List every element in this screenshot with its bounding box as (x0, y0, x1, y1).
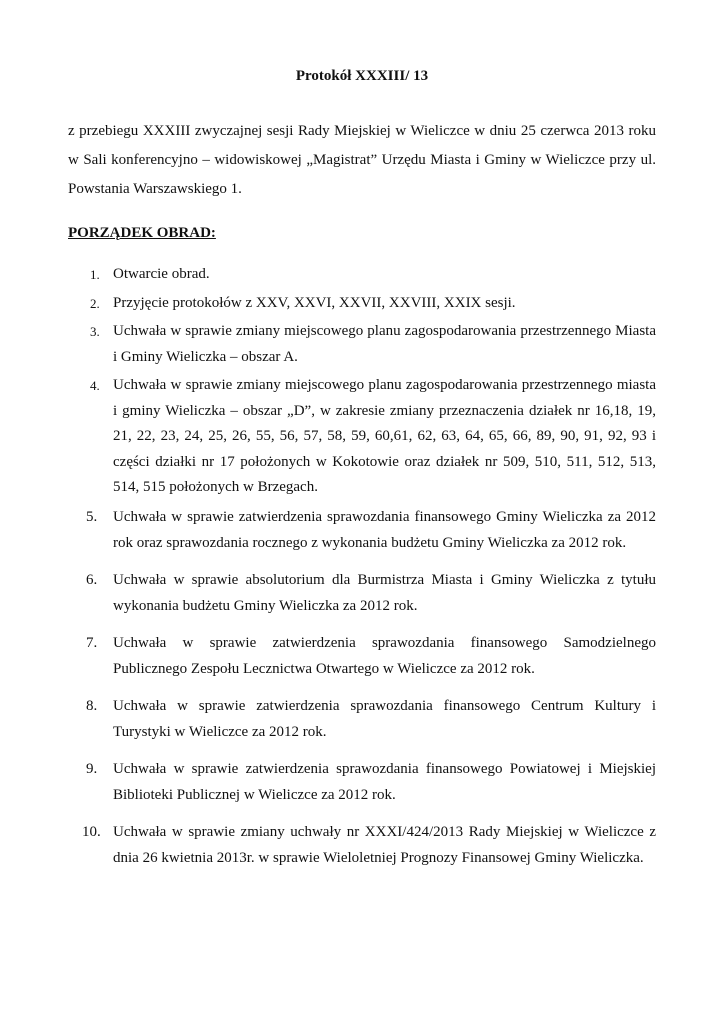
agenda-item-4 (68, 373, 656, 501)
agenda-item-9 (68, 756, 656, 809)
agenda-text: Uchwała w sprawie zmiany miejscowego planu zagospodarowania przestrzennego miasta i gminy Wieliczka – obszar „D”, w zakresie zmiany przeznaczenia działek nr 16,18, 19, 21, 22, 23, 24, 25, 26, 55, 56, 57, 58, 59, 60,61, 62, 63, 64, 65, 66, 89, 90, 91, 92, 93 i części działki nr 17 położonych w Kokotowie oraz działek nr 509, 510, 511, 512, 513, 514, 515 położonych w Brzegach. (113, 377, 656, 495)
agenda-number: 10. (82, 823, 101, 840)
agenda-item-6 (68, 567, 656, 620)
agenda-item-10 (68, 819, 656, 871)
agenda-item-7 (68, 630, 656, 683)
agenda-item-1 (68, 262, 656, 288)
agenda-number: 4. (90, 378, 100, 393)
agenda-text: Uchwała w sprawie zatwierdzenia sprawozdania finansowego Samodzielnego Publicznego Zespołu Lecznictwa Otwartego w Wieliczce za 2012 rok. (113, 634, 656, 677)
agenda-item-5 (68, 504, 656, 557)
agenda-number: 8. (86, 697, 98, 714)
agenda-number: 2. (90, 295, 100, 311)
agenda-text: Uchwała w sprawie zatwierdzenia sprawozdania finansowego Powiatowej i Miejskiej Biblioteki Publicznej w Wieliczce za 2012 rok. (113, 760, 656, 803)
document-title: Protokół XXXIII/ 13 (295, 68, 429, 84)
agenda-item-8 (68, 693, 656, 746)
agenda-number: 3. (90, 324, 100, 339)
agenda-text: Uchwała w sprawie zatwierdzenia sprawozdania finansowego Centrum Kultury i Turystyki w Wieliczce za 2012 rok. (113, 697, 656, 740)
agenda-text: Uchwała w sprawie zatwierdzenia sprawozdania finansowego Gminy Wieliczka za 2012 rok oraz sprawozdania rocznego z wykonania budżetu Gminy Wieliczka za 2012 rok. (113, 508, 656, 551)
agenda-number: 6. (86, 571, 98, 588)
agenda-text: Uchwała w sprawie zmiany miejscowego planu zagospodarowania przestrzennego Miasta i Gminy Wieliczka – obszar A. (113, 323, 656, 365)
agenda-text: Przyjęcie protokołów z XXV, XXVI, XXVII, XXVIII, XXIX sesji. (113, 294, 516, 311)
agenda-number: 1. (90, 267, 100, 282)
agenda-item-3 (68, 319, 656, 370)
agenda-text: Uchwała w sprawie zmiany uchwały nr XXXI/424/2013 Rady Miejskiej w Wieliczce z dnia 26 kwietnia 2013r. w sprawie Wieloletniej Prognozy Finansowej Gminy Wieliczka. (113, 823, 656, 866)
agenda-heading: PORZĄDEK OBRAD: (68, 225, 216, 241)
document-intro: z przebiegu XXXIII zwyczajnej sesji Rady Miejskiej w Wieliczce w dniu 25 czerwca 2013 roku w Sali konferencyjno – widowiskowej „Magistrat” Urzędu Miasta i Gminy w Wieliczce przy ul. Powstania Warszawskiego 1. (68, 123, 656, 197)
agenda-text: Uchwała w sprawie absolutorium dla Burmistrza Miasta i Gminy Wieliczka z tytułu wykonania budżetu Gminy Wieliczka za 2012 rok. (113, 571, 656, 614)
agenda-number: 9. (86, 760, 98, 777)
agenda-list (68, 262, 656, 871)
agenda-text: Otwarcie obrad. (113, 266, 210, 282)
agenda-item-2 (68, 291, 656, 317)
document-page (68, 66, 656, 871)
agenda-number: 7. (86, 634, 98, 651)
agenda-number: 5. (86, 508, 98, 525)
